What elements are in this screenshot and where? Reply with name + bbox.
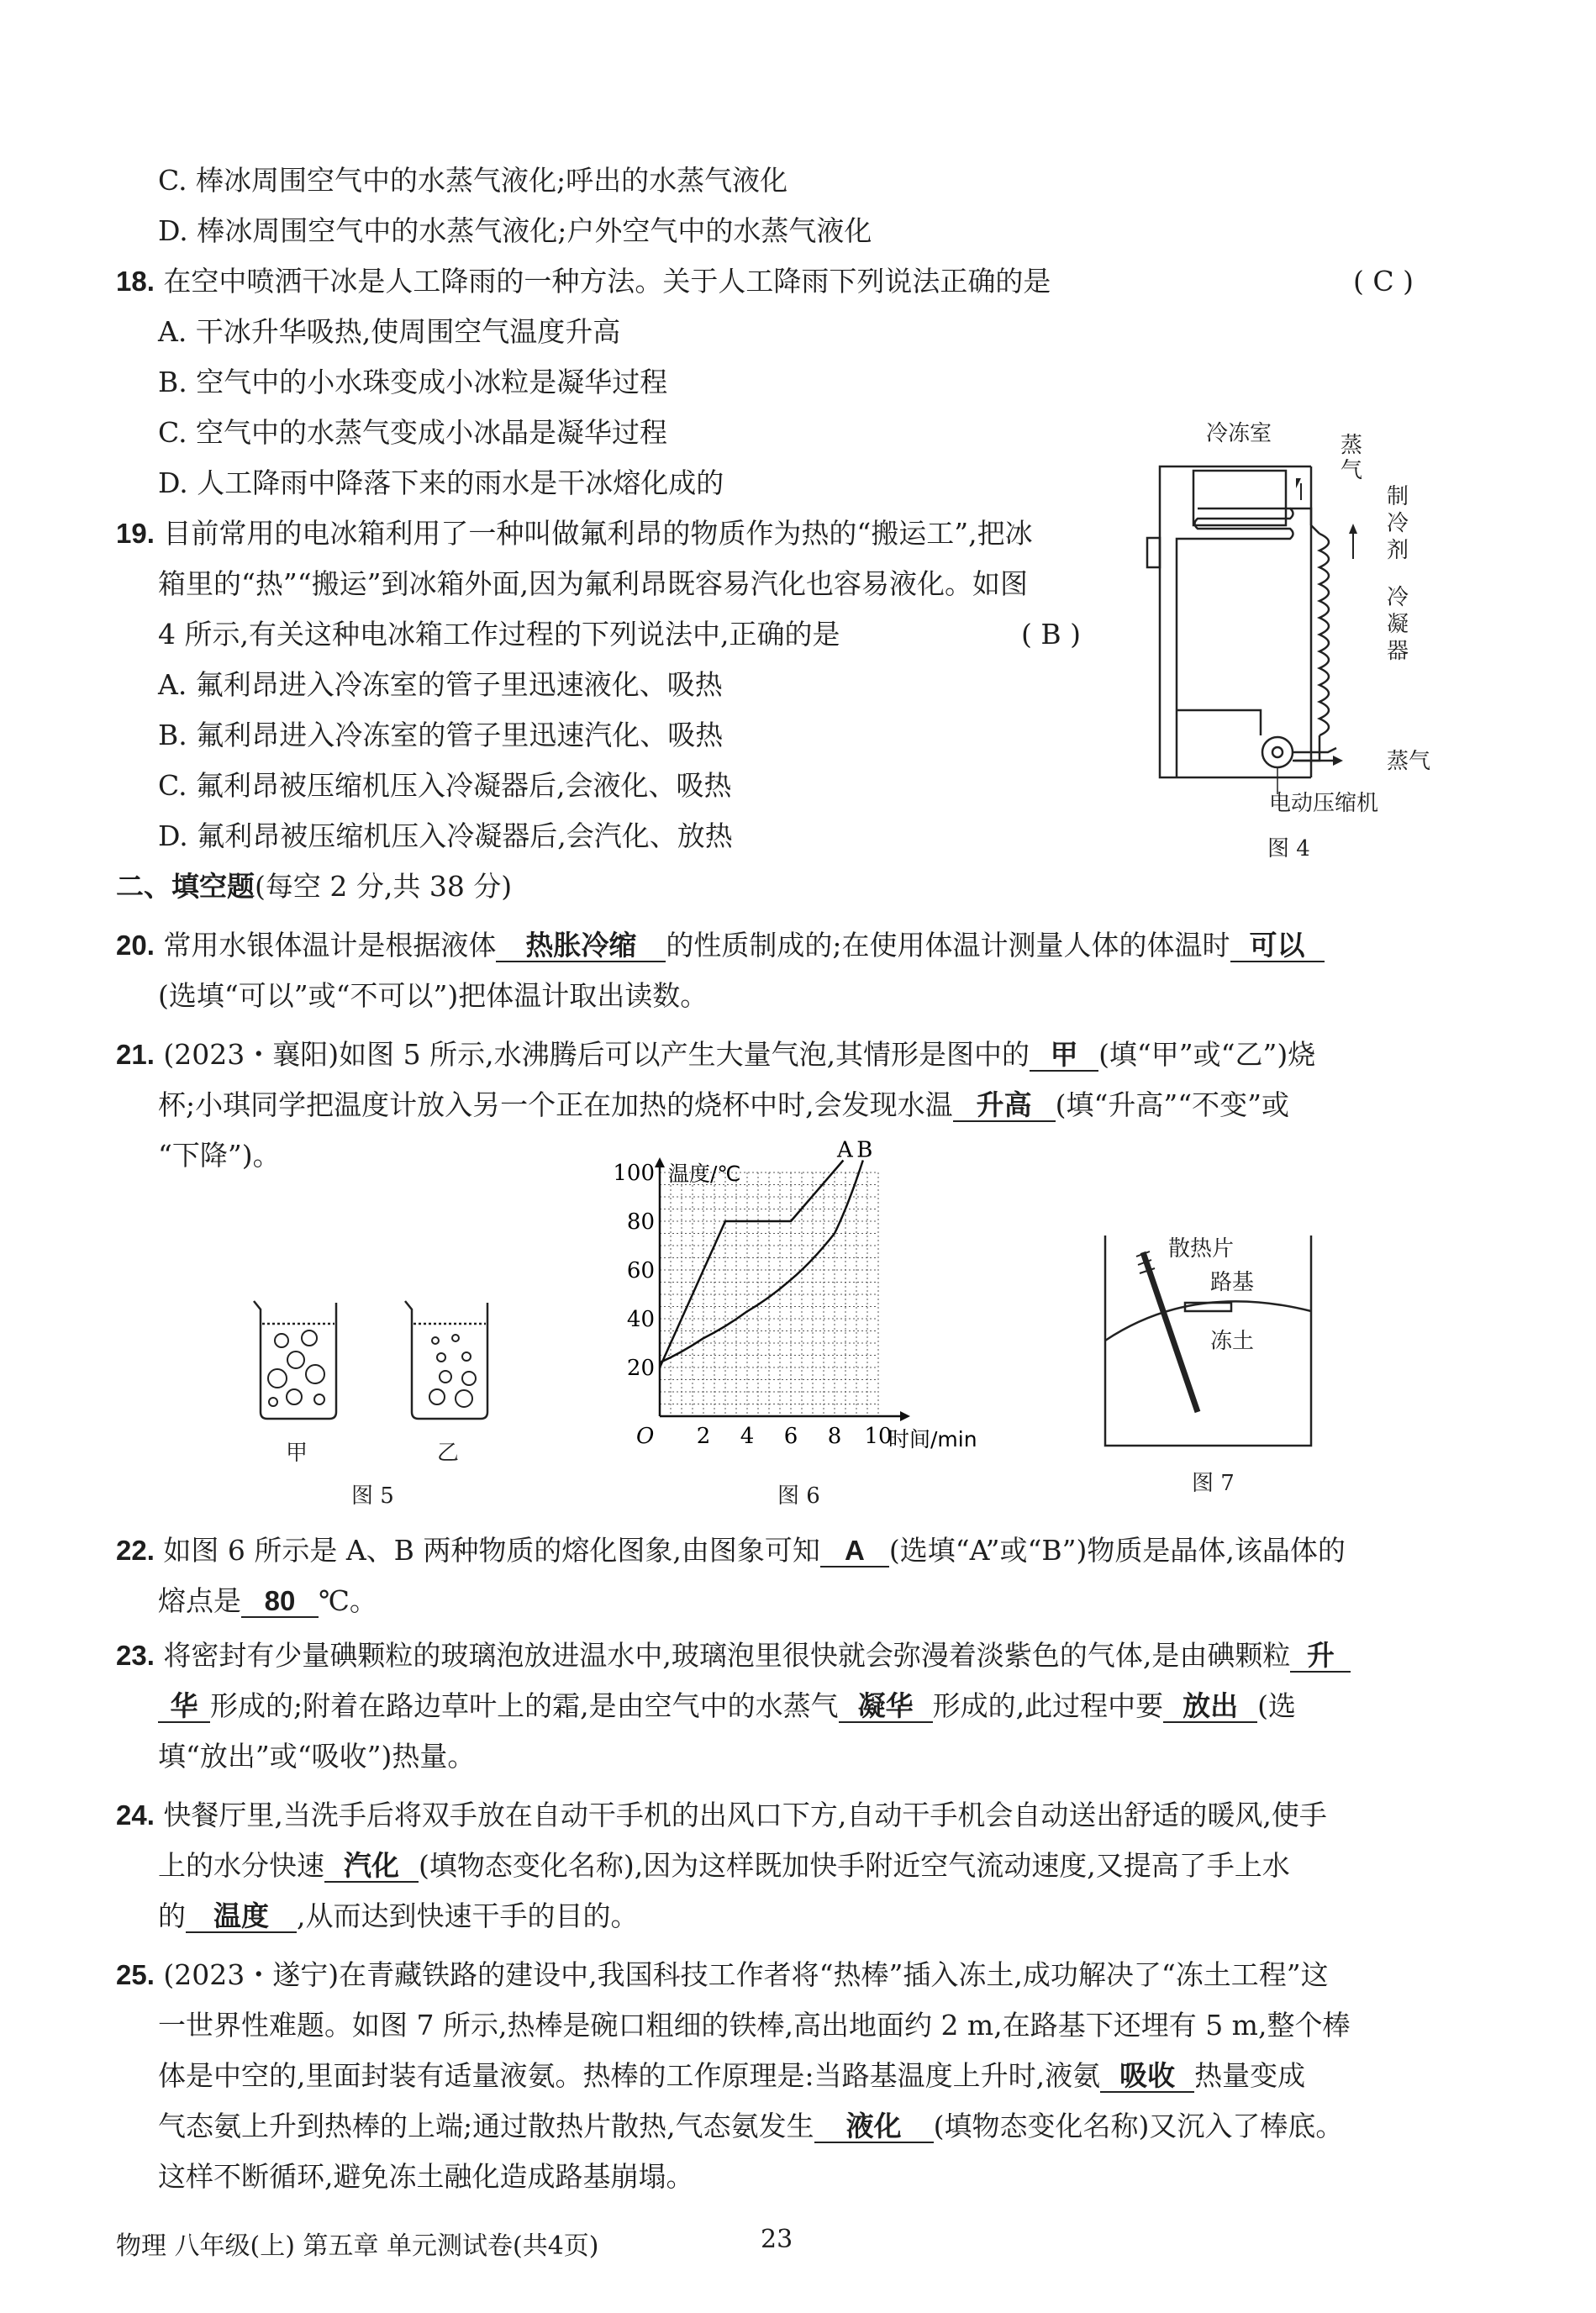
q24-blank-1: 汽化 (324, 1851, 419, 1883)
q21-blank-1: 甲 (1030, 1040, 1098, 1072)
q24-text: 的 (158, 1899, 186, 1932)
q24-line1 (116, 1799, 1327, 1832)
x-tick-label: 2 (696, 1424, 711, 1449)
q22-text: 熔点是 (158, 1584, 241, 1617)
figure-6-caption: 图 6 (777, 1483, 820, 1509)
question-number: 24. (116, 1799, 155, 1831)
y-tick-label: 60 (626, 1258, 655, 1283)
section-note: (每空 2 分,共 38 分) (255, 870, 513, 903)
q23-text: 形成的,此过程中要 (932, 1689, 1164, 1722)
q24-text: ,从而达到快速干手的目的。 (297, 1899, 639, 1932)
label-char: 剂 (1387, 538, 1409, 563)
q23-line3: 填“放出”或“吸收”)热量。 (158, 1740, 476, 1773)
q18-answer: ( C ) (1353, 265, 1414, 298)
series-A-line (660, 1161, 843, 1368)
q24-line3 (158, 1899, 639, 1933)
q24-text: 上的水分快速 (158, 1849, 324, 1882)
y-axis-arrow (655, 1157, 665, 1167)
q19-option-a: A. 氟利昂进入冷冻室的管子里迅速液化、吸热 (158, 668, 723, 701)
label-frozen-soil: 冻土 (1210, 1329, 1255, 1354)
q17-option-c: C. 棒冰周围空气中的水蒸气液化;呼出的水蒸气液化 (158, 164, 788, 197)
q25-line3 (158, 2059, 1305, 2093)
q23-text: (选 (1257, 1689, 1296, 1722)
x-tick-label: 8 (827, 1424, 842, 1449)
section-2-header (116, 870, 512, 904)
y-axis-label: 温度/℃ (668, 1162, 741, 1186)
label-vapor-top (1341, 433, 1366, 483)
section-title: 二、填空题 (116, 870, 255, 903)
q22-line2 (158, 1584, 377, 1618)
y-tick-label: 20 (626, 1356, 655, 1381)
x-tick-label: 4 (740, 1424, 755, 1449)
question-number: 20. (116, 930, 155, 961)
q24-text: (填物态变化名称),因为这样既加快手附近空气流动速度,又提高了手上水 (419, 1849, 1290, 1882)
label-roadbed: 路基 (1210, 1270, 1255, 1295)
q24-blank-2: 温度 (186, 1901, 297, 1933)
label-refrigerant (1387, 483, 1412, 564)
question-number: 22. (116, 1535, 155, 1566)
x-tick-label: 6 (783, 1424, 798, 1449)
label-char: 冷 (1387, 585, 1409, 610)
y-tick-label: 100 (613, 1161, 655, 1186)
figure-6-chart (605, 1137, 1000, 1517)
footer-text: 物理 八年级(上) 第五章 单元测试卷(共4页) (116, 2231, 599, 2261)
q25-text: 气态氨上升到热棒的上端;通过散热片散热,气态氨发生 (158, 2110, 814, 2142)
q17-option-d: D. 棒冰周围空气中的水蒸气液化;户外空气中的水蒸气液化 (158, 214, 872, 247)
q18-option-b: B. 空气中的小水珠变成小冰粒是凝华过程 (158, 366, 668, 398)
q22-line1 (116, 1534, 1346, 1567)
q25-text: 体是中空的,里面封装有适量液氨。热棒的工作原理是:当路基温度上升时,液氨 (158, 2059, 1101, 2092)
q19-option-d: D. 氟利昂被压缩机压入冷凝器后,会汽化、放热 (158, 819, 733, 852)
y-tick-label: 80 (626, 1209, 655, 1235)
beakers-diagram (235, 1286, 555, 1454)
x-tick-label: 10 (864, 1424, 893, 1449)
q23-text: 将密封有少量碘颗粒的玻璃泡放进温水中,玻璃泡里很快就会弥漫着淡紫色的气体,是由碘颗粒 (163, 1639, 1291, 1672)
label-condenser (1387, 584, 1412, 665)
q25-line1 (116, 1958, 1329, 1992)
q21-line1 (116, 1038, 1315, 1072)
question-number: 19. (116, 518, 155, 549)
q21-text: (填“甲”或“乙”)烧 (1098, 1038, 1316, 1071)
q19-stem-line3: 4 所示,有关这种电冰箱工作过程的下列说法中,正确的是 (158, 618, 840, 651)
q20-text: 的性质制成的;在使用体温计测量人体的体温时 (666, 929, 1230, 962)
figure-5-caption: 图 5 (351, 1483, 394, 1509)
q21-line3: “下降”)。 (158, 1139, 281, 1172)
q25-text: (填物态变化名称)又沉入了棒底。 (933, 2110, 1344, 2142)
q20-text: 常用水银体温计是根据液体 (163, 929, 497, 962)
q21-text: 杯;小琪同学把温度计放入另一个正在加热的烧杯中时,会发现水温 (158, 1088, 953, 1121)
q23-blank-1b: 华 (158, 1691, 210, 1723)
label-char: 气 (1341, 458, 1363, 483)
series-A-label: A (837, 1137, 853, 1163)
question-number: 23. (116, 1640, 155, 1671)
q20-line2: (选填“可以”或“不可以”)把体温计取出读数。 (158, 979, 708, 1012)
page-number: 23 (761, 2225, 793, 2254)
q25-line5: 这样不断循环,避免冻土融化造成路基崩塌。 (158, 2160, 694, 2193)
label-beaker-a: 甲 (286, 1441, 308, 1466)
q25-line4 (158, 2110, 1343, 2143)
q18-option-c: C. 空气中的水蒸气变成小冰晶是凝华过程 (158, 416, 668, 449)
q22-blank-2: 80 (241, 1586, 319, 1618)
label-beaker-b: 乙 (437, 1441, 460, 1466)
question-number: 18. (116, 266, 155, 297)
label-char: 冷 (1387, 511, 1409, 536)
q23-line2 (158, 1689, 1296, 1723)
q19-stem-line1 (116, 517, 1033, 551)
q23-blank-3: 放出 (1163, 1691, 1257, 1723)
q19-answer: ( B ) (1021, 618, 1081, 651)
q25-blank-1: 吸收 (1100, 2061, 1194, 2093)
question-number: 21. (116, 1039, 155, 1070)
q18-stem (116, 265, 1051, 298)
label-char: 器 (1387, 639, 1409, 664)
q21-blank-2: 升高 (953, 1090, 1056, 1122)
label-char: 制 (1387, 484, 1409, 509)
series-B-line (660, 1161, 863, 1363)
q25-blank-2: 液化 (814, 2111, 934, 2143)
q22-text: ℃。 (319, 1584, 377, 1617)
q19-text: 目前常用的电冰箱利用了一种叫做氟利昂的物质作为热的“搬运工”,把冰 (163, 517, 1033, 550)
q19-option-b: B. 氟利昂进入冷冻室的管子里迅速汽化、吸热 (158, 719, 724, 751)
x-axis-arrow (900, 1411, 910, 1421)
melting-chart (605, 1137, 1000, 1475)
label-char: 凝 (1387, 612, 1409, 637)
y-tick-label: 40 (626, 1307, 655, 1332)
q18-option-a: A. 干冰升华吸热,使周围空气温度升高 (158, 315, 621, 348)
origin-label: O (636, 1424, 655, 1449)
q18-option-d: D. 人工降雨中降落下来的雨水是干冰熔化成的 (158, 466, 724, 499)
figure-4-refrigerator (1143, 416, 1479, 861)
q24-line2 (158, 1849, 1290, 1883)
q25-line2: 一世界性难题。如图 7 所示,热棒是碗口粗细的铁棒,高出地面约 2 m,在路基下还埋有 5 m,整个棒 (158, 2009, 1351, 2042)
q25-text: (2023・遂宁)在青藏铁路的建设中,我国科技工作者将“热棒”插入冻土,成功解决了“冻土工程”这 (163, 1958, 1329, 1991)
figure-7-caption: 图 7 (1192, 1471, 1235, 1496)
label-heat-fin: 散热片 (1168, 1236, 1235, 1262)
q18-stem-text: 在空中喷洒干冰是人工降雨的一种方法。关于人工降雨下列说法正确的是 (163, 265, 1051, 298)
q22-text: (选填“A”或“B”)物质是晶体,该晶体的 (888, 1534, 1346, 1567)
q23-line1 (116, 1639, 1351, 1673)
q20-blank-1: 热胀冷缩 (496, 930, 666, 962)
figure-5-beakers (235, 1286, 555, 1513)
q21-line2 (158, 1088, 1289, 1122)
q22-text: 如图 6 所示是 A、B 两种物质的熔化图象,由图象可知 (163, 1534, 820, 1567)
q19-stem-line2: 箱里的“热”“搬运”到冰箱外面,因为氟利昂既容易汽化也容易液化。如图 (158, 567, 1028, 600)
label-vapor-bottom: 蒸气 (1387, 749, 1431, 774)
figure-4-caption: 图 4 (1267, 836, 1310, 861)
q23-text: 形成的;附着在路边草叶上的霜,是由空气中的水蒸气 (210, 1689, 839, 1722)
figure-7-heat-pipe (1101, 1231, 1319, 1517)
label-freezer: 冷冻室 (1206, 421, 1272, 446)
q20-blank-2: 可以 (1230, 930, 1325, 962)
q24-text: 快餐厅里,当洗手后将双手放在自动干手机的出风口下方,自动干手机会自动送出舒适的暖风,使手 (163, 1799, 1327, 1831)
q19-option-c: C. 氟利昂被压缩机压入冷凝器后,会液化、吸热 (158, 769, 732, 802)
question-number: 25. (116, 1959, 155, 1990)
q22-blank-1: A (820, 1536, 889, 1567)
q21-text: (填“升高”“不变”或 (1055, 1088, 1289, 1121)
q23-blank-1a: 升 (1290, 1641, 1351, 1673)
q23-blank-2: 凝华 (839, 1691, 933, 1723)
label-char: 蒸 (1341, 433, 1363, 458)
series-B-label: B (856, 1137, 873, 1163)
x-axis-label: 时间/min (888, 1427, 977, 1452)
label-compressor: 电动压缩机 (1269, 791, 1379, 816)
q21-text: (2023・襄阳)如图 5 所示,水沸腾后可以产生大量气泡,其情形是图中的 (163, 1038, 1030, 1071)
q25-text: 热量变成 (1194, 2059, 1306, 2092)
q20-line1 (116, 929, 1325, 962)
